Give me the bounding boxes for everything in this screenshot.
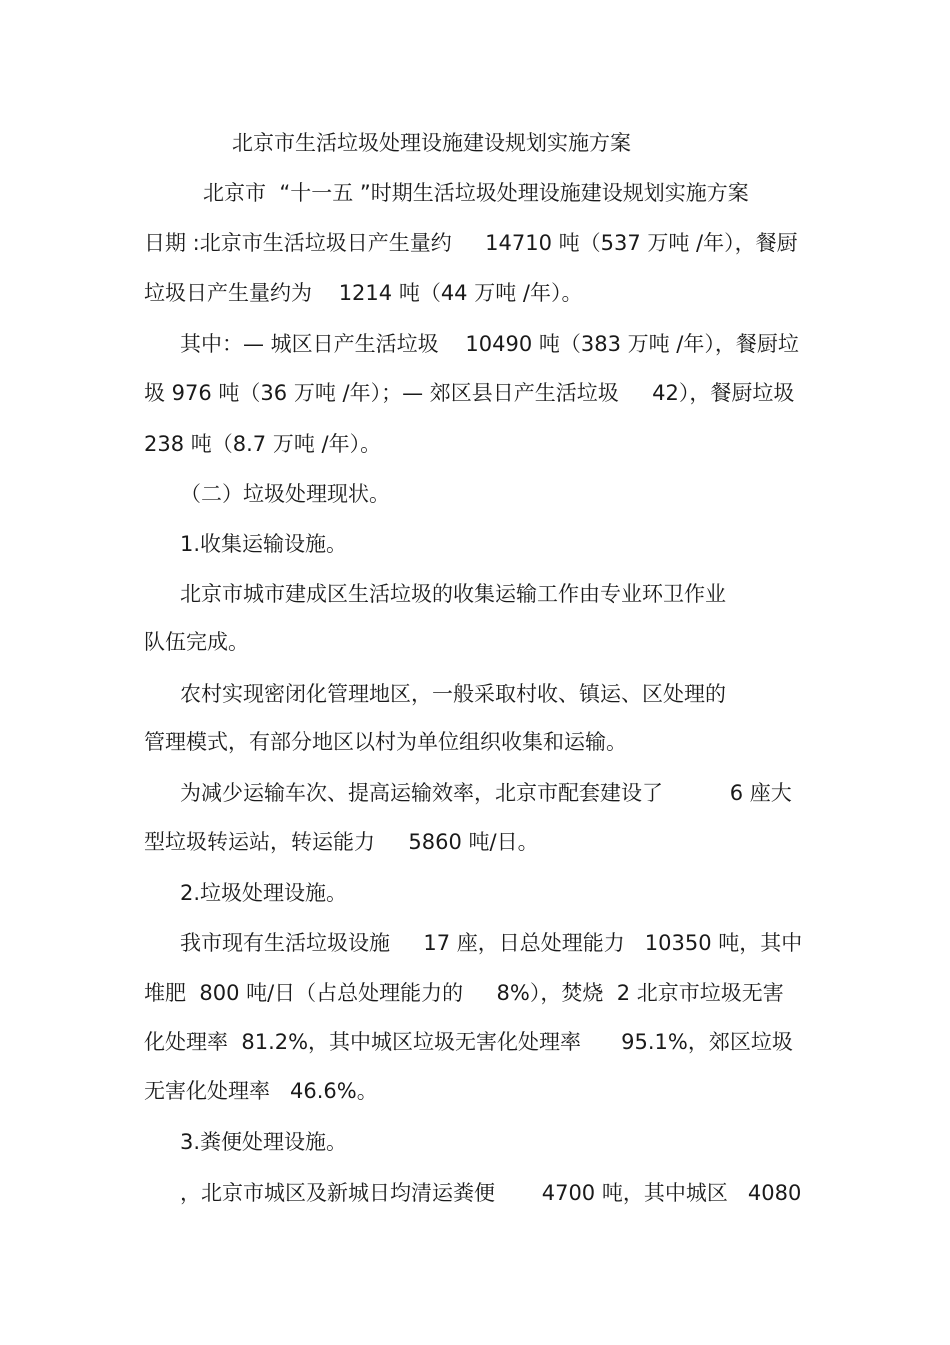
body-line-13: 型垃圾转运站，转运能力 5860 吨/日。 [144, 830, 539, 854]
body-line-4: 圾 976 吨（36 万吨 /年）；— 郊区县日产生活垃圾 42），餐厨垃圾 [144, 381, 795, 405]
document-subtitle: 北京市 “十一五 ”时期生活垃圾处理设施建设规划实施方案 [203, 181, 749, 205]
subsection-heading-feces: 3.粪便处理设施。 [180, 1130, 348, 1154]
body-line-15: 我市现有生活垃圾设施 17 座，日总处理能力 10350 吨，其中 [180, 931, 803, 955]
body-line-17: 化处理率 81.2%，其中城区垃圾无害化处理率 95.1%，郊区垃圾 [144, 1030, 793, 1054]
body-line-20: ，北京市城区及新城日均清运粪便 4700 吨，其中城区 4080 [180, 1181, 802, 1205]
section-heading-status: （二）垃圾处理现状。 [180, 482, 390, 506]
body-line-11: 管理模式，有部分地区以村为单位组织收集和运输。 [144, 730, 627, 754]
body-line-16: 堆肥 800 吨/日（占总处理能力的 8%），焚烧 2 北京市垃圾无害 [144, 981, 784, 1005]
subsection-heading-collection: 1.收集运输设施。 [180, 532, 348, 556]
subsection-heading-treatment: 2.垃圾处理设施。 [180, 881, 348, 905]
document-title: 北京市生活垃圾处理设施建设规划实施方案 [232, 131, 631, 155]
body-line-5: 238 吨（8.7 万吨 /年）。 [144, 432, 382, 456]
body-line-1: 日期 :北京市生活垃圾日产生量约 14710 吨（537 万吨 /年），餐厨 [144, 231, 798, 255]
body-line-18: 无害化处理率 46.6%。 [144, 1079, 378, 1103]
body-line-10: 农村实现密闭化管理地区，一般采取村收、镇运、区处理的 [180, 682, 726, 706]
body-line-3: 其中：— 城区日产生活垃圾 10490 吨（383 万吨 /年），餐厨垃 [180, 332, 799, 356]
body-line-2: 垃圾日产生量约为 1214 吨（44 万吨 /年）。 [144, 281, 583, 305]
body-line-9: 队伍完成。 [144, 630, 249, 654]
body-line-8: 北京市城市建成区生活垃圾的收集运输工作由专业环卫作业 [180, 582, 726, 606]
body-line-12: 为减少运输车次、提高运输效率，北京市配套建设了 6 座大 [180, 781, 792, 805]
